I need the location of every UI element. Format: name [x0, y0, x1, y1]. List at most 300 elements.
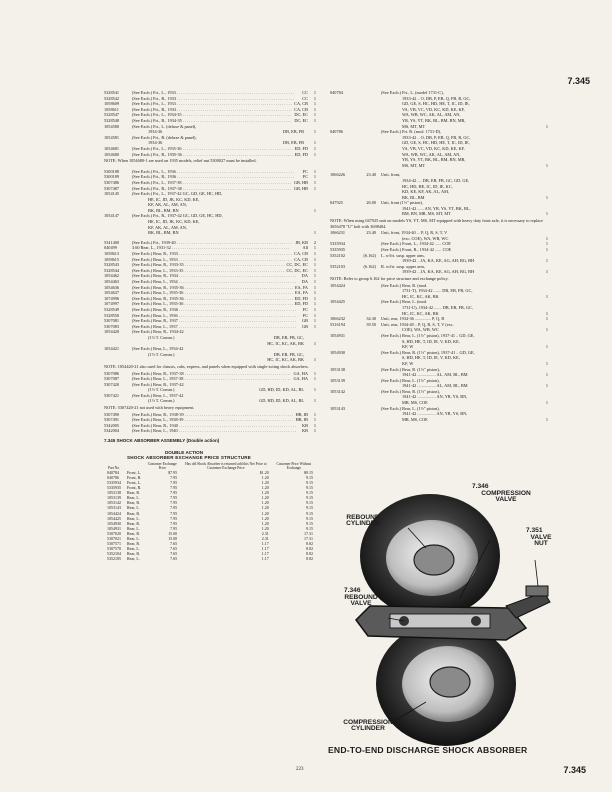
part-quantity: 1 [545, 316, 548, 322]
price-table-cell: Rear, R. [127, 530, 141, 536]
part-quantity: 1 [545, 247, 548, 253]
part-models: CC, DC, EC [286, 262, 308, 268]
continuation-text: BK, BL, BM, BN [148, 230, 179, 236]
price-table-cell: 1.17 [261, 541, 269, 547]
part-price [356, 90, 381, 96]
part-entry [104, 152, 316, 158]
price-table-cell: 5335935 [107, 485, 121, 491]
part-number: 1074997 [104, 301, 120, 307]
part-description: (See Exch.) Frt., R., 1937-38 . . . [132, 186, 292, 192]
part-quantity: 1 [545, 123, 548, 129]
price-table-cell: 1053138 [107, 490, 121, 496]
part-number: 5328547 [104, 112, 120, 118]
part-number: 1054637 [104, 290, 120, 296]
part-description: (See Exch.) Rear, R., 1934 . . . [132, 273, 300, 279]
part-quantity: 1 [313, 323, 316, 329]
continuation-text: 1933-42 .. O, DB, P, EB, Q, FB, R, GC, [402, 95, 471, 101]
part-quantity: 1 [313, 370, 316, 376]
part-description: (See Exch.) Rear, L. (mod. [381, 299, 428, 305]
part-description: (See Exch.) Frt., R., 1934-35 . . . [132, 118, 292, 124]
continuation-text: KF, W [402, 360, 414, 366]
part-quantity: 1 [313, 387, 316, 393]
part-quantity: 1 [313, 179, 316, 185]
continuation-text: 1934-42 .... DB, EB, FB, GC, GD, GE, [402, 177, 470, 183]
part-quantity: 1 [313, 251, 316, 257]
price-table-cell: 7.95 [170, 510, 178, 516]
continuation-text: 1934-36 [148, 140, 163, 146]
part-description: (See Exch.) Rear, R., 1935-36 . . . [132, 285, 293, 291]
part-number: 1058613 [104, 251, 120, 257]
part-description: Unit, front, 1934-40 ... P, Q, R, S, T, V [381, 230, 448, 236]
price-table-cell: 5352105 [107, 556, 121, 562]
price-table-cell: 1.20 [261, 510, 269, 516]
part-models: CC [302, 90, 308, 95]
part-number: 1054424 [330, 282, 346, 288]
price-table-cell: 1.20 [261, 505, 269, 511]
part-number: 1053142 [330, 388, 346, 394]
price-table-cell: 5307571 [107, 541, 121, 547]
part-number: 5352103 [330, 263, 346, 269]
part-quantity: 1 [313, 145, 316, 151]
part-models: GA, HA [293, 370, 308, 376]
price-table-cell: 1054425 [107, 515, 121, 521]
part-quantity: 1 [313, 256, 316, 262]
part-number: 1066226 [330, 172, 346, 178]
rebound-valve-number: 7.346 [344, 587, 361, 594]
part-description: (See Exch.) Frt., L., 1933 . . . [132, 90, 300, 96]
part-number: 1054421 [104, 346, 120, 352]
part-quantity: 1 [313, 284, 316, 290]
continuation-text: MR, MS, COE [402, 416, 428, 422]
rebound-cylinder-label: REBOUND CYLINDER [346, 514, 380, 528]
part-quantity: 1 [545, 327, 548, 333]
part-number: 1058615 [104, 256, 120, 262]
part-number: 1054462 [104, 273, 120, 279]
part-description: (See Exch.) Frt., R. (deluxe & panel), [132, 134, 197, 140]
price-table-cell: 1053143 [107, 505, 121, 511]
part-number: 1054580 [104, 123, 120, 129]
continuation-text: WA, WB, WC, AK, AL, AM, AN, [402, 151, 461, 157]
part-number: 1054636 [104, 284, 120, 290]
part-number: 5307420 [104, 381, 120, 387]
price-table-heading-1: DOUBLE ACTION [164, 449, 204, 455]
price-table-cell: 9.15 [306, 500, 313, 506]
part-price: 39.50 [366, 321, 376, 327]
part-number: 040786 [330, 129, 343, 135]
price-table-cell: 7.95 [170, 474, 178, 480]
part-number: 1074996 [104, 295, 120, 301]
price-table-cell: 7.65 [170, 546, 178, 552]
price-table-column-header: Part No. [108, 465, 120, 470]
continuation-models [179, 230, 308, 236]
price-table-cell: 040784 [107, 469, 119, 475]
part-price [356, 406, 381, 412]
price-table-cell: 1054930 [107, 520, 121, 526]
part-description: (See Exch.) Rear, R., 1938-39 . . . [132, 412, 294, 418]
continuation-text: (1½ T. Comm.) [148, 351, 175, 357]
section-number-bottom: 7.345 [563, 765, 586, 775]
part-price: 34.30 [366, 316, 376, 322]
continuation-text: VA, VB, VC, VD, KC, KD, KE, KF, [402, 145, 465, 151]
continuation-text: (1½ T. Comm.) [148, 334, 175, 340]
price-table-cell: Rear, R. [127, 520, 141, 526]
part-quantity: 1 [313, 376, 316, 382]
part-description: (See Exch.) Rear, R., 1936 . . . [132, 307, 301, 313]
part-quantity: 1 [545, 400, 548, 406]
continuation-text: KF, W [402, 344, 414, 350]
price-table-cell: 8.82 [306, 541, 313, 547]
part-number: 5307491 [104, 417, 120, 423]
part-description: (See Exch.) Rear, L., 1940 . . . [132, 428, 300, 434]
price-table-cell: 7.95 [170, 495, 178, 501]
part-description: (See Exch.) Frt. R. (mod. 1731-D), [381, 129, 442, 135]
part-number: 1054931 [330, 332, 346, 338]
part-description: (See Exch.) Frt., L., 1935-36 . . . [132, 146, 293, 152]
part-description: (See Exch.) Frt., L., 1934-35 . . . [132, 112, 292, 118]
part-quantity: 1 [313, 117, 316, 123]
part-models: ED, FD [294, 295, 308, 301]
part-description: (See Exch.) Rear, R., 1935-36 . . . [132, 296, 293, 302]
part-number: 5335934 [330, 241, 346, 247]
continuation-text: 1934-36 [148, 129, 163, 135]
price-table-cell: Rear, L. [127, 556, 140, 562]
part-description: (See Exch.) Rear, L. (1½" piston), [381, 377, 440, 383]
part-quantity: 1 [313, 112, 316, 118]
part-number: 1054147 [104, 213, 120, 219]
part-quantity: 1 [313, 106, 316, 112]
continuation-text: VA, VB, VC, VD, KC, KD, KE, KF, [402, 106, 465, 112]
part-models: CA, CB [294, 251, 308, 257]
price-table-cell: Rear, L. [127, 515, 140, 521]
part-number: 040784 [330, 90, 343, 95]
part-quantity: 1 [545, 269, 548, 275]
part-price: 23.40 [366, 172, 376, 178]
price-table-cell: 8.82 [306, 551, 313, 557]
part-quantity: 1 [313, 207, 316, 213]
price-table-header-row [104, 462, 316, 470]
part-number: 5300188 [104, 168, 120, 174]
continuation-text: HC, IC, KC, AK, BK [402, 310, 439, 316]
price-table-cell: 7.95 [170, 515, 178, 521]
price-table-cell: 1.17 [261, 551, 269, 557]
part-quantity: 1 [313, 129, 316, 135]
part-description: (See Exch.) Rear, L., 1934 . . . [132, 279, 300, 285]
continuation-text: MR, MS, COE [402, 400, 428, 406]
part-quantity: 1 [545, 211, 548, 217]
part-description: Unit, front (1½" piston), [381, 200, 423, 206]
part-description: (See Exch.) Rear, R., 1937-42 [132, 381, 184, 387]
part-description: (See Exch.) Front, L., 1934-42 ...... COE [381, 241, 451, 247]
price-table-row [104, 556, 316, 561]
part-price: 23.40 [366, 230, 376, 236]
continuation-models: DB, EB, FB, GC, [273, 351, 304, 357]
part-models: GA, HA [293, 376, 308, 382]
price-table-cell: 1.20 [261, 495, 269, 501]
part-number: 5307486 [104, 179, 120, 185]
part-models: GB [302, 323, 308, 329]
part-number: 1054420 [104, 329, 120, 335]
continuation-text: 1941-42 ................. AN, YR, YS, BN, [402, 411, 468, 417]
part-description: (See Exch.) Rear, R. (1½" piston), [381, 366, 440, 372]
part-number: 5328543 [104, 262, 120, 268]
part-models: FC [302, 312, 308, 318]
part-number: 1053139 [330, 377, 346, 383]
price-table-cell: 15.00 [168, 536, 178, 542]
part-models: CC, DC, EC [286, 267, 308, 273]
part-continuation [330, 417, 548, 423]
continuation-text: 1731-T), 1934-42 ....... DB, EB, FB, GC, [402, 288, 473, 294]
part-description: R. w/frt. susp. upper arm, [381, 263, 425, 269]
compression-valve-number: 7.346 [472, 483, 489, 490]
part-number: 1066232 [330, 316, 346, 322]
price-table-cell: Rear, L. [127, 546, 140, 552]
part-quantity: 1 [313, 230, 316, 236]
note-text: NOTE: When using 047925 unit on models YS, YT, MS, MT equipped with heavy duty front axle, it is necessary to replace 3656478 "U" bolt with 3698404. [330, 218, 543, 229]
part-description: (See Exch.) Rear, L. (1½" piston), 1937-41 .. GD, GE, [381, 332, 475, 338]
continuation-text: 1731-U), 1934-42 ....... DB, EB, FB, GC, [402, 304, 473, 310]
price-table-cell: Front, R. [127, 485, 142, 491]
price-table-cell: 9.15 [306, 515, 313, 521]
part-number: 1054581 [104, 134, 120, 140]
part-description: (See Exch.) Rear, R. (1½" piston), [381, 388, 440, 394]
price-table-cell: 5307570 [107, 546, 121, 552]
part-quantity: 1 [313, 245, 316, 251]
part-description: Unit, front, [381, 172, 401, 178]
part-models: ED, FD [294, 145, 308, 151]
part-number: 1058611 [104, 106, 119, 112]
part-quantity: 1 [545, 162, 548, 168]
price-table-column-header: Customer Price Without Exchange [276, 461, 312, 470]
price-table-cell: 1053142 [107, 500, 121, 506]
valve-nut-shape [526, 586, 548, 596]
price-table-cell: 7.95 [170, 480, 178, 485]
part-continuation [104, 357, 316, 363]
part-models: CA, CB [294, 101, 308, 107]
part-quantity: 1 [313, 411, 316, 417]
part-number: 5307421 [104, 392, 120, 398]
price-table-cell: Front, L. [127, 480, 142, 485]
part-quantity: 2 [313, 239, 316, 245]
part-entry [104, 428, 316, 434]
part-quantity: 1 [313, 262, 316, 268]
continuation-text: S, HD, HE, T, ID, IE, V, KD, KE, [402, 338, 460, 344]
part-number: 5328541 [104, 90, 120, 95]
continuation-text: 1933-42 .. O, DB, P, EB, Q, FB, R, GC, [402, 134, 471, 140]
part-quantity: 1 [545, 293, 548, 299]
price-table-cell: Front, L. [127, 469, 142, 475]
valve-nut-number: 7.351 [526, 527, 543, 534]
continuation-text: BM, BN, MR, MS, MT, MT [402, 211, 451, 217]
price-table-cell: 2.31 [261, 530, 269, 536]
part-description: (See Exch.) Rear, R., 1937-38 . . . [132, 371, 291, 377]
part-description: (See Exch.) Rear, R., 1934-42 [132, 329, 184, 335]
part-number: 1066231 [330, 230, 346, 236]
price-table-cell: 9.15 [306, 490, 313, 496]
part-price: (6.162) [363, 252, 376, 258]
part-description: Unit, rear, 1934-40 .. P, Q, R, S, T, V (exc. [381, 321, 454, 327]
continuation-text: MS, MT, MT [402, 162, 426, 168]
continuation-text: 1939-42 .. JA, KA, KE, AG, AH, BG, BH [402, 258, 475, 264]
price-table-cell: Front, R. [127, 474, 142, 480]
note-text: NOTE: When 1054680-1 are used on 1935 models, relief nut 5300027 must be installed. [104, 158, 257, 164]
part-quantity: 1 [313, 174, 316, 180]
price-table-cell: 5335934 [107, 480, 121, 485]
price-table-cell: Rear, R. [127, 551, 141, 557]
price-table-cell: 2.31 [261, 536, 269, 542]
price-table-cell: 15.00 [168, 530, 178, 536]
continuation-text: KF, AK, AL, AM, AN, [148, 224, 187, 230]
page-number: 223 [296, 767, 304, 772]
part-number: 1054930 [330, 349, 346, 355]
continuation-text: HE, IC, JD, JK, KC, KD, KE, [148, 219, 200, 225]
price-table-cell: 5307020 [107, 530, 121, 536]
price-table-cell: 7.95 [170, 520, 178, 526]
part-description: (See Exch.) Frt., L. (deluxe & panel), [132, 123, 197, 129]
price-table-cell: 7.95 [170, 525, 178, 531]
part-number: 5300189 [104, 174, 120, 180]
price-table-cell: 7.65 [170, 556, 178, 562]
rebound-valve-label: REBOUND VALVE [344, 594, 378, 608]
part-number: 1054680 [104, 151, 120, 157]
continuation-models: HC, IC, KC, AK, BK [267, 357, 304, 363]
part-models: All [302, 245, 308, 251]
price-table-cell: Rear, R. [127, 490, 141, 496]
part-quantity: 1 [313, 140, 316, 146]
continuation-text: KF, AK, AL, AM, AN, [148, 202, 187, 208]
part-description: (See Exch.) Frt., R., 1936 . . . [132, 174, 301, 180]
part-models: KB [302, 422, 308, 428]
part-number: 5328550 [104, 312, 120, 318]
part-description: (See Exch.) Frt., L., 1936 . . . [132, 169, 301, 175]
price-table-cell: 9.15 [306, 474, 313, 480]
part-models: DA [301, 273, 308, 279]
part-quantity: 1 [313, 318, 316, 324]
continuation-models: GD, HD, ID, KD, AL, BL [259, 387, 304, 393]
part-quantity: 1 [313, 95, 316, 101]
price-table-cell: 1053139 [107, 495, 121, 501]
part-quantity: 1 [313, 267, 316, 273]
part-models: GB, HB [293, 185, 308, 191]
price-table-cell: Rear, R. [127, 500, 141, 506]
price-table-cell: 1.20 [261, 515, 269, 521]
part-description: (See Exch.) Rear, R. (mod. [381, 282, 428, 288]
part-description: (See Exch.) Frt., L., 1937-38 . . . [132, 180, 292, 186]
continuation-text: (exc. COE), WA, WB, WC [402, 235, 449, 241]
price-table-cell: 7.95 [170, 500, 178, 506]
part-models: DA [301, 279, 308, 284]
part-quantity: 1 [545, 372, 548, 378]
part-description: L. w/frt. susp. upper arm, [381, 252, 425, 258]
part-description: (See Exch.) Rear, R., 1940 . . . [132, 423, 300, 429]
part-description: (See Exch.) Rear, R., 1933-35 . . . [132, 262, 285, 268]
diagram-caption: END-TO-END DISCHARGE SHOCK ABSORBER [328, 745, 528, 755]
price-table-column-header: Customer Exchange Price [147, 461, 177, 470]
part-quantity: 1 [545, 416, 548, 422]
continuation-text: KD, KE, KF, AK, AL, AM, [402, 189, 450, 195]
part-quantity: 1 [313, 295, 316, 301]
part-quantity: 1 [313, 398, 316, 404]
part-number: 5328548 [104, 117, 120, 123]
price-table-cell: 1.20 [261, 474, 269, 480]
part-models: GB [302, 318, 308, 324]
continuation-text: S, HD, HE, T, ID, IE, V, KD, KE, [402, 355, 460, 361]
left-parts-list [104, 90, 316, 434]
part-number: 5328544 [104, 267, 120, 273]
price-table-cell: 1054424 [107, 510, 121, 516]
part-number: 5307086 [104, 370, 120, 376]
price-table-cell: 9.15 [306, 510, 313, 516]
part-description: (See Exch.) Rear, L., 1937 . . . [132, 324, 300, 330]
part-quantity: 1 [545, 360, 548, 366]
continuation-text: HC, IC, KC, AK, BK [402, 293, 439, 299]
part-number: 1054681 [104, 145, 120, 151]
part-description: (See Exch.) Frt., R., 1933 . . . [132, 96, 300, 102]
part-number: 5307083 [104, 323, 120, 329]
part-models: EA, FA [294, 284, 308, 290]
price-table-cell: 7.65 [170, 541, 178, 547]
price-table-cell: 040786 [107, 474, 119, 480]
price-table-cell: 7.95 [170, 485, 178, 491]
price-table-cell: Rear, R. [127, 510, 141, 516]
part-description: 3.60 Rear, L., 1931-32 . . . [132, 245, 301, 251]
assembly-title: 7.345 SHOCK ABSORBER ASSEMBLY (Double action) [104, 438, 220, 444]
section-number-top: 7.345 [567, 76, 590, 86]
compression-cylinder-label: COMPRESSION CYLINDER [343, 719, 393, 733]
part-models: JB, KB [295, 239, 308, 245]
continuation-text: BK, BL, BM, BN [148, 207, 179, 213]
continuation-text: 1939-42 .. JA, KA, KE, AG, AH, BG, BH [402, 269, 475, 275]
part-models: ED, FD [294, 151, 308, 157]
price-table-cell: Rear, L. [127, 525, 140, 531]
part-quantity: 1 [313, 185, 316, 191]
part-continuation [330, 211, 548, 217]
part-description: (See Exch.) Frt., L., 1933 . . . [132, 101, 292, 107]
price-table-cell: 1.20 [261, 520, 269, 526]
part-quantity: 1 [545, 310, 548, 316]
price-table-cell: 9.15 [306, 505, 313, 511]
price-table-cell: 1.20 [261, 485, 269, 491]
part-description: (See Exch.) Rear, L., 1933 . . . [132, 257, 292, 263]
price-table-heading-2: SHOCK ABSORBER EXCHANGE PRICE STRUCTURE [126, 455, 251, 461]
price-table-cell: 1054931 [107, 525, 121, 531]
part-quantity: 1 [313, 422, 316, 428]
part-continuation [330, 269, 548, 275]
part-quantity: 1 [313, 312, 316, 318]
part-description: (See Exch.) Rear, L., 1937-38 . . . [132, 376, 291, 382]
part-quantity: 1 [545, 194, 548, 200]
continuation-text: COE), WA, WB, WC [402, 327, 439, 333]
part-models: FC [302, 168, 308, 174]
continuation-models: DB, EB, FB, GC, [273, 334, 304, 340]
part-description: (See Exch.) Rear, L., 1933-35 . . . [132, 268, 285, 274]
part-description: (See Exch.) Front, R., 1934-42 ...... COE [381, 247, 452, 253]
part-description: (See Exch.) Frt., 1939-40 . . . [132, 240, 293, 246]
part-description: (See Exch.) Frt., L. (model 1731-C), [381, 90, 444, 95]
exchange-price-table [104, 462, 316, 562]
part-price [356, 333, 381, 339]
valve-nut-label: VALVE NUT [530, 534, 552, 548]
price-table-cell: Rear, L. [127, 505, 140, 511]
note-text: NOTE: 1054420-21 also used for chassis, cabs, express, and panels when equipped with single-acting shock absorbers. [104, 363, 309, 369]
price-table-cell: 9.15 [306, 495, 313, 501]
part-quantity: 1 [313, 306, 316, 312]
part-description: (See Exch.) Rear, L., 1935-36 . . . [132, 301, 293, 307]
continuation-text: 1941-42 ................. AN, YR, YS, BN, [402, 394, 468, 400]
part-number: 5342004 [104, 428, 120, 434]
part-number: 1054145 [104, 191, 120, 197]
part-description: (See Exch.) Rear, L., 1934-42 [132, 346, 184, 352]
part-price [356, 283, 381, 289]
